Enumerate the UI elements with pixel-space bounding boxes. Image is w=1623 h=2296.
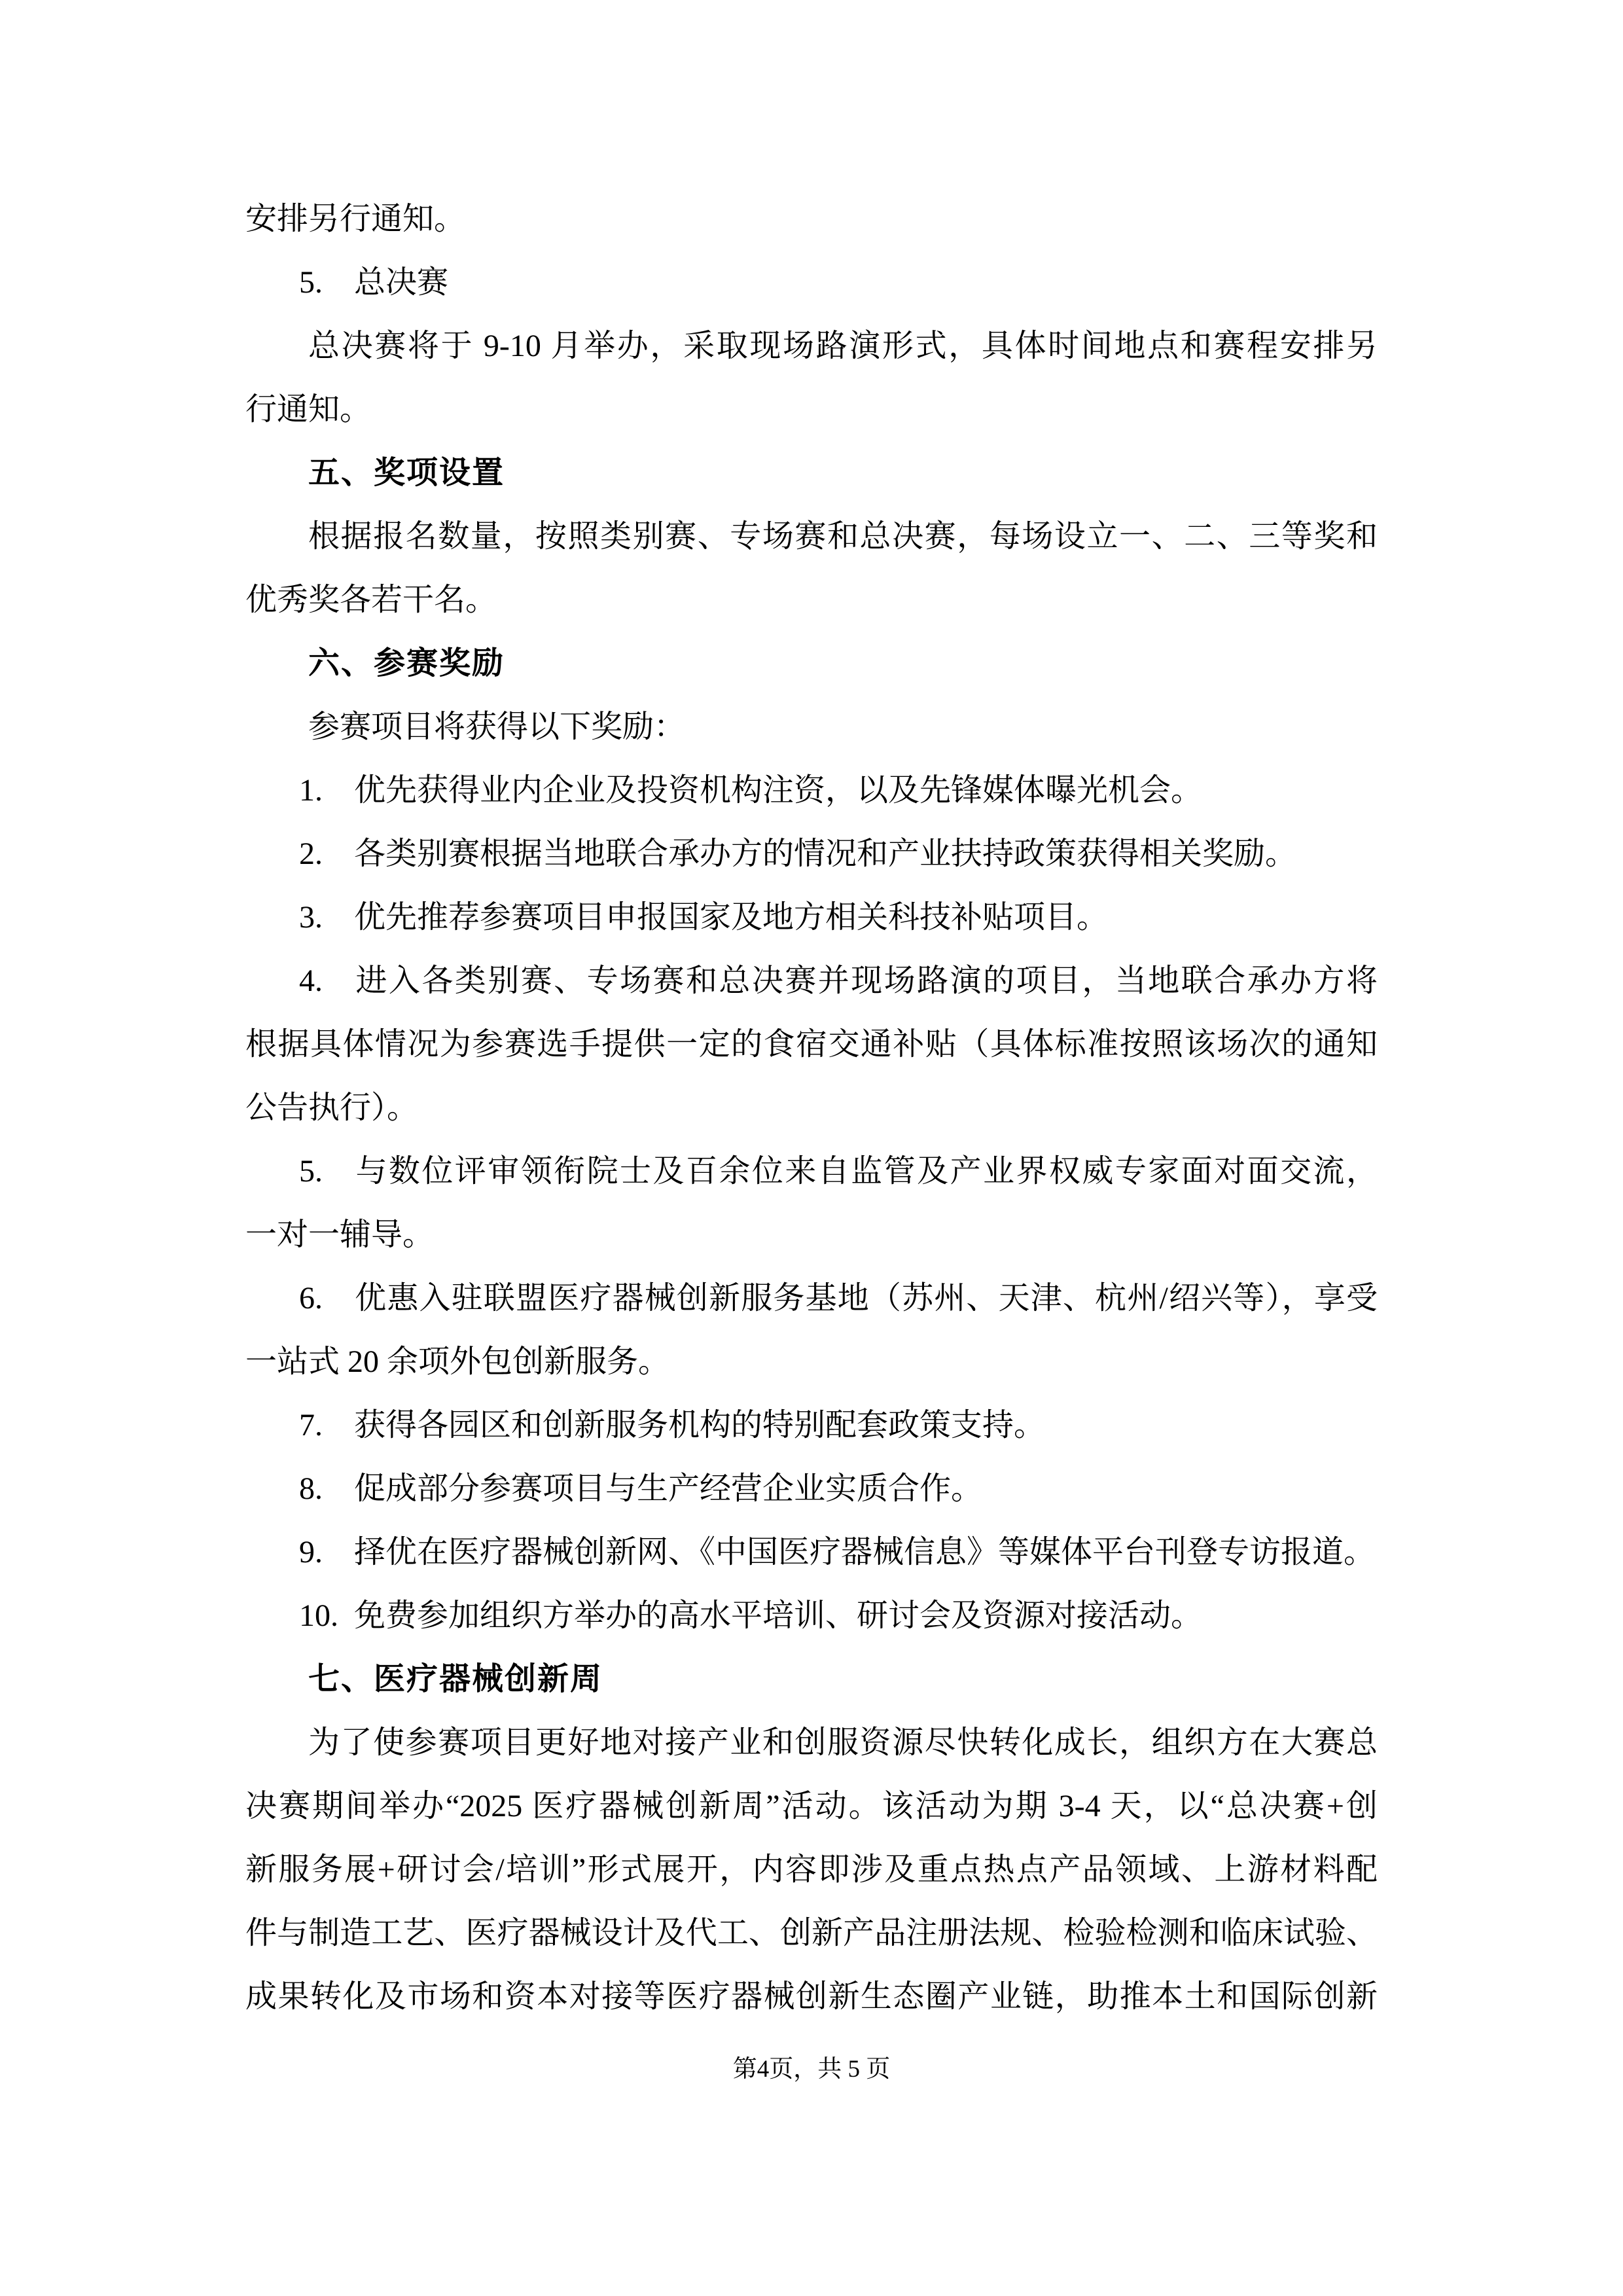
line-text: 择优在医疗器械创新网、《中国医疗器械信息》等媒体平台刊登专访报道。: [354, 1535, 1376, 1570]
document-line: 根据报名数量，按照类别赛、专场赛和总决赛，每场设立一、二、三等奖和: [308, 519, 1378, 554]
document-line: [245, 251, 1378, 314]
document-line: [245, 822, 1378, 886]
document-line: [245, 1520, 1378, 1584]
document-line: 新服务展+研讨会/培训”形式展开，内容即涉及重点热点产品领域、上游材料配: [245, 1852, 1378, 1887]
document-line: [245, 1393, 1378, 1457]
document-line: [245, 1139, 1378, 1203]
document-line: 一对一辅导。: [245, 1217, 435, 1252]
document-line: 件与制造工艺、医疗器械设计及代工、创新产品注册法规、检验检测和临床试验、: [245, 1916, 1378, 1950]
document-line: 行通知。: [245, 392, 372, 427]
line-text: 优先获得业内企业及投资机构注资，以及先锋媒体曝光机会。: [354, 773, 1203, 808]
section-heading: 七、医疗器械创新周: [308, 1662, 603, 1696]
line-text: 进入各类别赛、专场赛和总决赛并现场路演的项目，当地联合承办方将: [354, 963, 1378, 998]
document-line: 优秀奖各若干名。: [245, 583, 497, 617]
list-number: 5.: [299, 1154, 323, 1189]
document-line: 参赛项目将获得以下奖励：: [308, 709, 686, 744]
document-line: 安排另行通知。: [245, 202, 466, 236]
document-line: 总决赛将于 9-10 月举办，采取现场路演形式，具体时间地点和赛程安排另: [308, 329, 1378, 363]
section-heading: 五、奖项设置: [308, 456, 505, 490]
document-line: 成果转化及市场和资本对接等医疗器械创新生态圈产业链，助推本土和国际创新: [245, 1979, 1378, 2014]
list-number: 2.: [299, 836, 323, 871]
section-heading: 六、参赛奖励: [308, 646, 505, 681]
line-text: 优先推荐参赛项目申报国家及地方相关科技补贴项目。: [354, 900, 1109, 935]
document-line: [245, 949, 1378, 1013]
page-footer: 第4页，共 5 页: [732, 2056, 891, 2083]
document-line: [245, 1266, 1378, 1330]
list-number: 8.: [299, 1471, 323, 1506]
list-number: 5.: [299, 265, 323, 300]
document-line: 根据具体情况为参赛选手提供一定的食宿交通补贴（具体标准按照该场次的通知: [245, 1027, 1378, 1062]
line-text: 各类别赛根据当地联合承办方的情况和产业扶持政策获得相关奖励。: [354, 836, 1297, 871]
list-number: 7.: [299, 1408, 323, 1443]
document-line: [245, 759, 1378, 822]
list-number: 1.: [299, 773, 323, 808]
document-line: 一站式 20 余项外包创新服务。: [245, 1344, 670, 1379]
line-text: 促成部分参赛项目与生产经营企业实质合作。: [354, 1471, 983, 1506]
line-text: 免费参加组织方举办的高水平培训、研讨会及资源对接活动。: [354, 1598, 1203, 1633]
document-line: [245, 886, 1378, 949]
document-line: 为了使参赛项目更好地对接产业和创服资源尽快转化成长，组织方在大赛总: [308, 1725, 1378, 1760]
document-line: [245, 1584, 1378, 1647]
list-number: 3.: [299, 900, 323, 935]
line-text: 与数位评审领衔院士及百余位来自监管及产业界权威专家面对面交流，: [354, 1154, 1378, 1189]
line-text: 总决赛: [354, 265, 449, 300]
list-number: 10.: [299, 1598, 338, 1633]
list-number: 9.: [299, 1535, 323, 1570]
document-line: 公告执行）。: [245, 1090, 419, 1125]
list-number: 4.: [299, 963, 323, 998]
line-text: 优惠入驻联盟医疗器械创新服务基地（苏州、天津、杭州/绍兴等），享受: [354, 1281, 1378, 1316]
line-text: 获得各园区和创新服务机构的特别配套政策支持。: [354, 1408, 1046, 1443]
document-body: [245, 187, 1378, 2028]
document-line: [245, 1457, 1378, 1520]
list-number: 6.: [299, 1281, 323, 1316]
document-line: 决赛期间举办“2025 医疗器械创新周”活动。该活动为期 3-4 天，以“总决赛+创: [245, 1789, 1378, 1823]
